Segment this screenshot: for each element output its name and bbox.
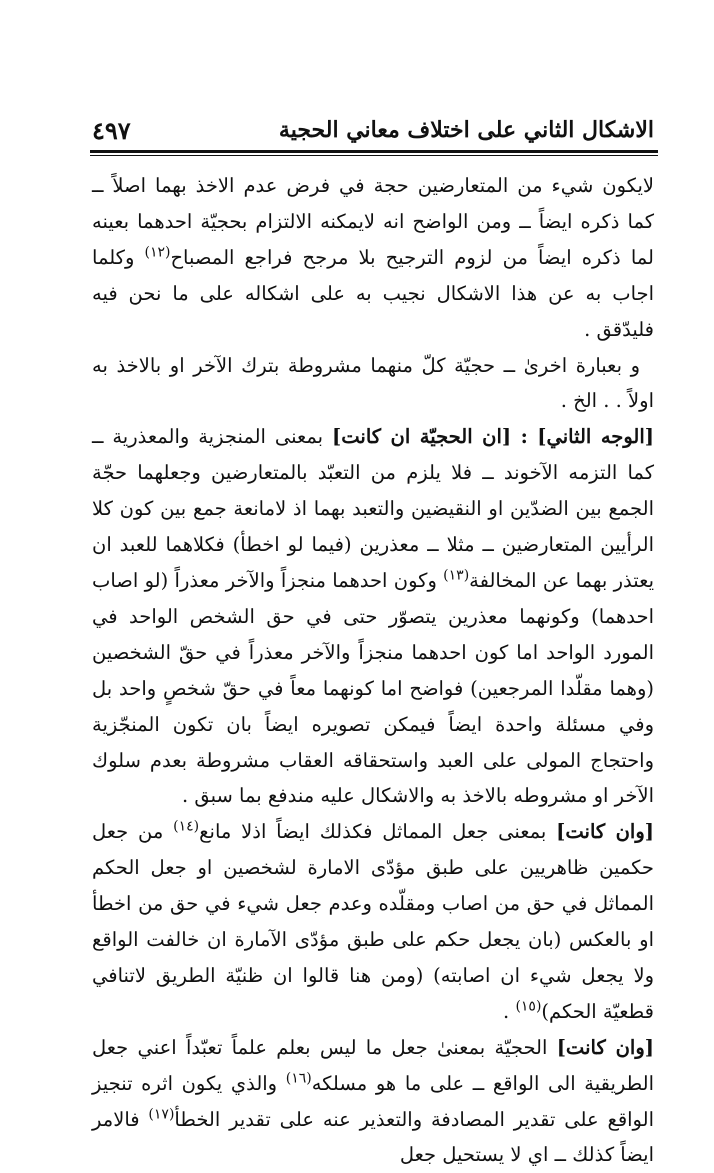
text-run: من جعل حكمين ظاهريين على طبق مؤدّى الامارة لشخصين او جعل الحكم المماثل في حق من اصاب ومقلّده وعدم جعل شيء في حق من اخطأ او بالعكس (بان يجعل حكم على طبق مؤدّى الآمارة ان خالفت الواقع ولا يجعل شيء ان اصابته) (ومن هنا قالوا ان ظنيّة الطريق لاتنافي قطعيّة الحكم) <box>92 820 654 1023</box>
footnote-ref: (١٢) <box>144 244 171 261</box>
running-title: الاشكال الثاني على اختلاف معاني الحجية <box>278 117 654 143</box>
page-header <box>92 112 654 148</box>
text-run: الحجيّة بمعنىٰ جعل ما ليس بعلم علماً تعبّداً اعني جعل الطريقية الى الواقع ــ على ما هو مسلكه <box>92 1035 654 1095</box>
text-run: وكلما اجاب به عن هذا الاشكال نجيب به على اشكاله على ما نحن فيه فليدّقق . <box>92 245 654 341</box>
footnote-ref: (١٥) <box>515 998 542 1015</box>
body-text <box>92 168 654 1173</box>
footnote-ref: (١٦) <box>285 1070 312 1087</box>
section-lead: [وان كانت] <box>556 1035 654 1059</box>
paragraph-p5 <box>92 1030 654 1173</box>
section-lead: [الوجه الثاني] : [ان الحجيّة ان كانت] <box>332 425 655 449</box>
page-number: ٤٩٧ <box>92 115 131 145</box>
header-rule-thin <box>90 155 658 156</box>
text-run: بمعنى جعل المماثل فكذلك ايضاً اذلا مانع <box>199 820 557 844</box>
footnote-ref: (١٧) <box>148 1106 175 1123</box>
footnote-ref: (١٣) <box>443 567 470 584</box>
header-rule <box>90 150 658 153</box>
text-run: لايكون شيء من المتعارضين حجة في فرض عدم الاخذ بهما اصلاً ــ كما ذكره ايضاً ــ ومن الواضح انه لايمكنه الالتزام بحجيّة احدهما بعينه لما ذكره ايضاً من لزوم الترجيح بلا مرجح فراجع المصباح <box>92 174 654 269</box>
footnote-ref: (١٤) <box>173 818 200 835</box>
paragraph-p1 <box>92 168 654 348</box>
text-run: و بعبارة اخرىٰ ــ حجيّة كلّ منهما مشروطة بترك الآخر او بالاخذ به اولاً . . الخ . <box>92 353 654 413</box>
paragraph-p3 <box>92 419 654 814</box>
text-run: . <box>503 999 516 1023</box>
text-run: بمعنى المنجزية والمعذرية ــ كما التزمه الآخوند ــ فلا يلزم من التعبّد بالمتعارضين وجعلهما حجّة الجمع بين الضدّين او النقيضين والتعبد بهما اذ لامانعة جمع بين كون كلا الرأيين المتعارضين ــ مثلا ــ معذرين (فيما لو اخطأ) فكلاهما للعبد ان يعتذر بهما عن المخالفة <box>92 425 654 592</box>
text-run: وكون احدهما منجزاً والآخر معذراً (لو اصاب احدهما) وكونهما معذرين يتصوّر حتى في حق الشخص الواحد في المورد الواحد اما كون احدهما منجزاً والآخر معذراً في حقّ الشخصين (وهما مقلّدا المرجعين) فواضح اما كونهما معاً في حقّ شخصٍ واحد بل وفي مسئلة واحدة ايضاً فيمكن تصويره ايضاً بان تكون المنجّزية واحتجاج المولى على العبد واستحقاقه العقاب مشروطة بعدم سلوك الآخر او مشروطه بالاخذ به والاشكال عليه مندفع بما سبق . <box>92 568 654 808</box>
paragraph-p4 <box>92 814 654 1029</box>
text-run: فالامر ايضاً كذلك ــ اي لا يستحيل جعل <box>92 1107 654 1167</box>
paragraph-p2 <box>92 348 654 420</box>
text-run: والذي يكون اثره تنجيز الواقع على تقدير المصادفة والتعذير عنه على تقدير الخطأ <box>92 1071 654 1131</box>
section-lead: [وان كانت] <box>556 820 654 844</box>
